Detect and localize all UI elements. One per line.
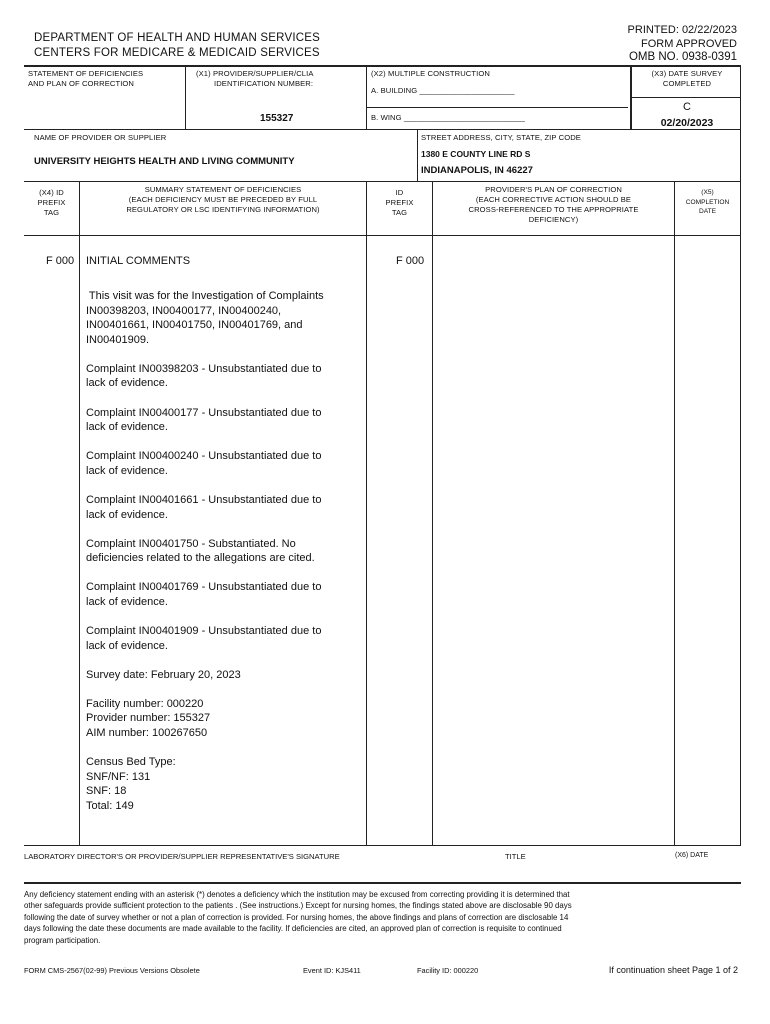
col-divider <box>432 181 433 845</box>
entry-line: Complaint IN00400177 - Unsubstantiated due to <box>86 406 322 419</box>
col-divider <box>185 65 186 129</box>
omb-number: OMB NO. 0938-0391 <box>628 51 737 63</box>
address-divider <box>417 129 418 181</box>
x2-divider <box>366 107 628 108</box>
entry-paragraph <box>86 668 364 683</box>
entry-line: Complaint IN00398203 - Unsubstantiated due to <box>86 362 322 375</box>
summary-column-header: SUMMARY STATEMENT OF DEFICIENCIES (EACH DEFICIENCY MUST BE PRECEDED BY FULL REGULATORY OR LSC IDENTIFYING INFORMATION) <box>126 185 320 214</box>
signature-bottom-line <box>24 882 741 884</box>
prefix-tag: F 000 <box>46 255 75 267</box>
address-line-2: INDIANAPOLIS, IN 46227 <box>421 165 533 176</box>
entry-body <box>86 289 364 828</box>
entry-line: Census Bed Type: <box>86 756 176 769</box>
entry-line: Complaint IN00401661 - Unsubstantiated due to <box>86 493 322 506</box>
entry-line: IN00401661, IN00401750, IN00401769, and <box>86 319 303 332</box>
printed-date: PRINTED: 02/22/2023 <box>627 24 737 36</box>
title-label: TITLE <box>505 852 526 861</box>
col-divider <box>630 65 632 129</box>
provider-id-number: 155327 <box>260 113 294 124</box>
survey-code: C <box>683 101 691 113</box>
id-column-header: ID PREFIX TAG <box>385 188 414 217</box>
continuation-sheet: If continuation sheet Page 1 of 2 <box>608 965 738 975</box>
disclaimer-line: days following the date these documents are made available to the facility. If deficiencies are cited, an approved plan of correction is requisite to continued <box>24 924 562 934</box>
address-line-1: 1380 E COUNTY LINE RD S <box>421 149 531 159</box>
entry-title: INITIAL COMMENTS <box>86 255 191 267</box>
col-divider <box>366 181 367 845</box>
department-line-1: DEPARTMENT OF HEALTH AND HUMAN SERVICES <box>34 32 320 44</box>
x4-column-header: (X4) ID PREFIX TAG <box>37 188 66 217</box>
entry-line: SNF/NF: 131 <box>86 770 151 783</box>
x5-column-header: (X5) COMPLETION DATE <box>685 189 730 215</box>
entry-paragraph <box>86 406 364 435</box>
provider-name: UNIVERSITY HEIGHTS HEALTH AND LIVING COMMUNITY <box>34 156 295 167</box>
top-table-border <box>24 65 741 67</box>
entry-line: Complaint IN00401909 - Unsubstantiated due to <box>86 625 322 637</box>
entry-line: IN00401909. <box>86 333 149 346</box>
wing-label: B. WING ____________________________ <box>371 113 525 122</box>
address-label: STREET ADDRESS, CITY, STATE, ZIP CODE <box>421 133 581 142</box>
department-line-2: CENTERS FOR MEDICARE & MEDICAID SERVICES <box>34 47 320 59</box>
building-label: A. BUILDING ______________________ <box>371 86 515 95</box>
signature-top-line <box>24 845 741 846</box>
entry-line: IN00398203, IN00400177, IN00400240, <box>86 304 282 317</box>
statement-label: STATEMENT OF DEFICIENCIES AND PLAN OF CORRECTION <box>28 69 144 88</box>
entry-line: deficiencies related to the allegations are cited. <box>86 552 315 565</box>
entry-paragraph <box>86 449 364 478</box>
entry-line: lack of evidence. <box>86 639 168 652</box>
entry-paragraph <box>86 537 364 566</box>
col-divider <box>79 181 80 845</box>
entry-paragraph <box>86 289 364 347</box>
disclaimer <box>24 889 744 946</box>
entry-line: This visit was for the Investigation of Complaints <box>86 290 324 302</box>
x3-divider <box>630 97 741 98</box>
form-number: FORM CMS-2567(02-99) Previous Versions Obsolete <box>24 966 200 975</box>
event-id: Event ID: KJS411 <box>303 966 361 975</box>
entry-line: Facility number: 000220 <box>86 697 204 710</box>
disclaimer-line: Any deficiency statement ending with an asterisk (*) denotes a deficiency which the institution may be excused from correcting providing it is determined that <box>24 890 570 899</box>
survey-completed-date: 02/20/2023 <box>660 117 714 129</box>
signature-label: LABORATORY DIRECTOR'S OR PROVIDER/SUPPLIER REPRESENTATIVE'S SIGNATURE <box>24 852 340 861</box>
form-approved: FORM APPROVED <box>641 37 737 50</box>
plan-column-header: PROVIDER'S PLAN OF CORRECTION (EACH CORRECTIVE ACTION SHOULD BE CROSS-REFERENCED TO THE APPROPRIATE DEFICIENCY) <box>468 185 639 224</box>
table-right-border <box>740 65 741 845</box>
entry-line: Survey date: February 20, 2023 <box>86 668 241 681</box>
col-divider <box>674 181 675 845</box>
entry-line: lack of evidence. <box>86 595 168 608</box>
date-label: (X6) DATE <box>675 852 709 859</box>
entry-line: Total: 149 <box>86 799 134 812</box>
entry-paragraph <box>86 697 364 741</box>
x1-label: (X1) PROVIDER/SUPPLIER/CLIA IDENTIFICATION NUMBER: <box>196 69 314 88</box>
row-divider <box>24 235 741 236</box>
entry-line: lack of evidence. <box>86 464 168 477</box>
disclaimer-line: program participation. <box>24 935 101 945</box>
form-info <box>628 24 737 65</box>
x2-label: (X2) MULTIPLE CONSTRUCTION <box>371 69 490 78</box>
entry-line: lack of evidence. <box>86 377 168 390</box>
row-divider <box>24 129 741 130</box>
entry-line: lack of evidence. <box>86 508 168 521</box>
entry-line: Complaint IN00401769 - Unsubstantiated due to <box>86 581 322 594</box>
entry-paragraph <box>86 624 364 653</box>
disclaimer-line: other safeguards provide sufficient protection to the patients . (See instructions.) Except for nursing homes, the findings stated above are disclosable 90 days <box>24 901 572 911</box>
col-divider <box>366 65 367 129</box>
entry-paragraph <box>86 755 364 813</box>
entry-paragraph <box>86 493 364 522</box>
entry-paragraph <box>86 580 364 609</box>
entry-line: Complaint IN00401750 - Substantiated. No <box>86 537 296 550</box>
entry-paragraph <box>86 362 364 391</box>
entry-line: AIM number: 100267650 <box>86 726 208 739</box>
entry-line: SNF: 18 <box>86 785 127 798</box>
entry-line: lack of evidence. <box>86 421 168 434</box>
row-divider <box>24 181 741 182</box>
entry-line: Complaint IN00400240 - Unsubstantiated due to <box>86 450 322 463</box>
entry-line: Provider number: 155327 <box>86 712 211 725</box>
x3-label: (X3) DATE SURVEY COMPLETED <box>651 69 723 88</box>
facility-id: Facility ID: 000220 <box>417 966 479 975</box>
provider-name-label: NAME OF PROVIDER OR SUPPLIER <box>34 133 167 142</box>
id-prefix-tag: F 000 <box>396 255 425 267</box>
department-title <box>34 31 320 61</box>
disclaimer-line: following the date of survey whether or not a plan of correction is provided. For nursing homes, the above findings and plans of correction are disclosable 14 <box>24 912 569 922</box>
